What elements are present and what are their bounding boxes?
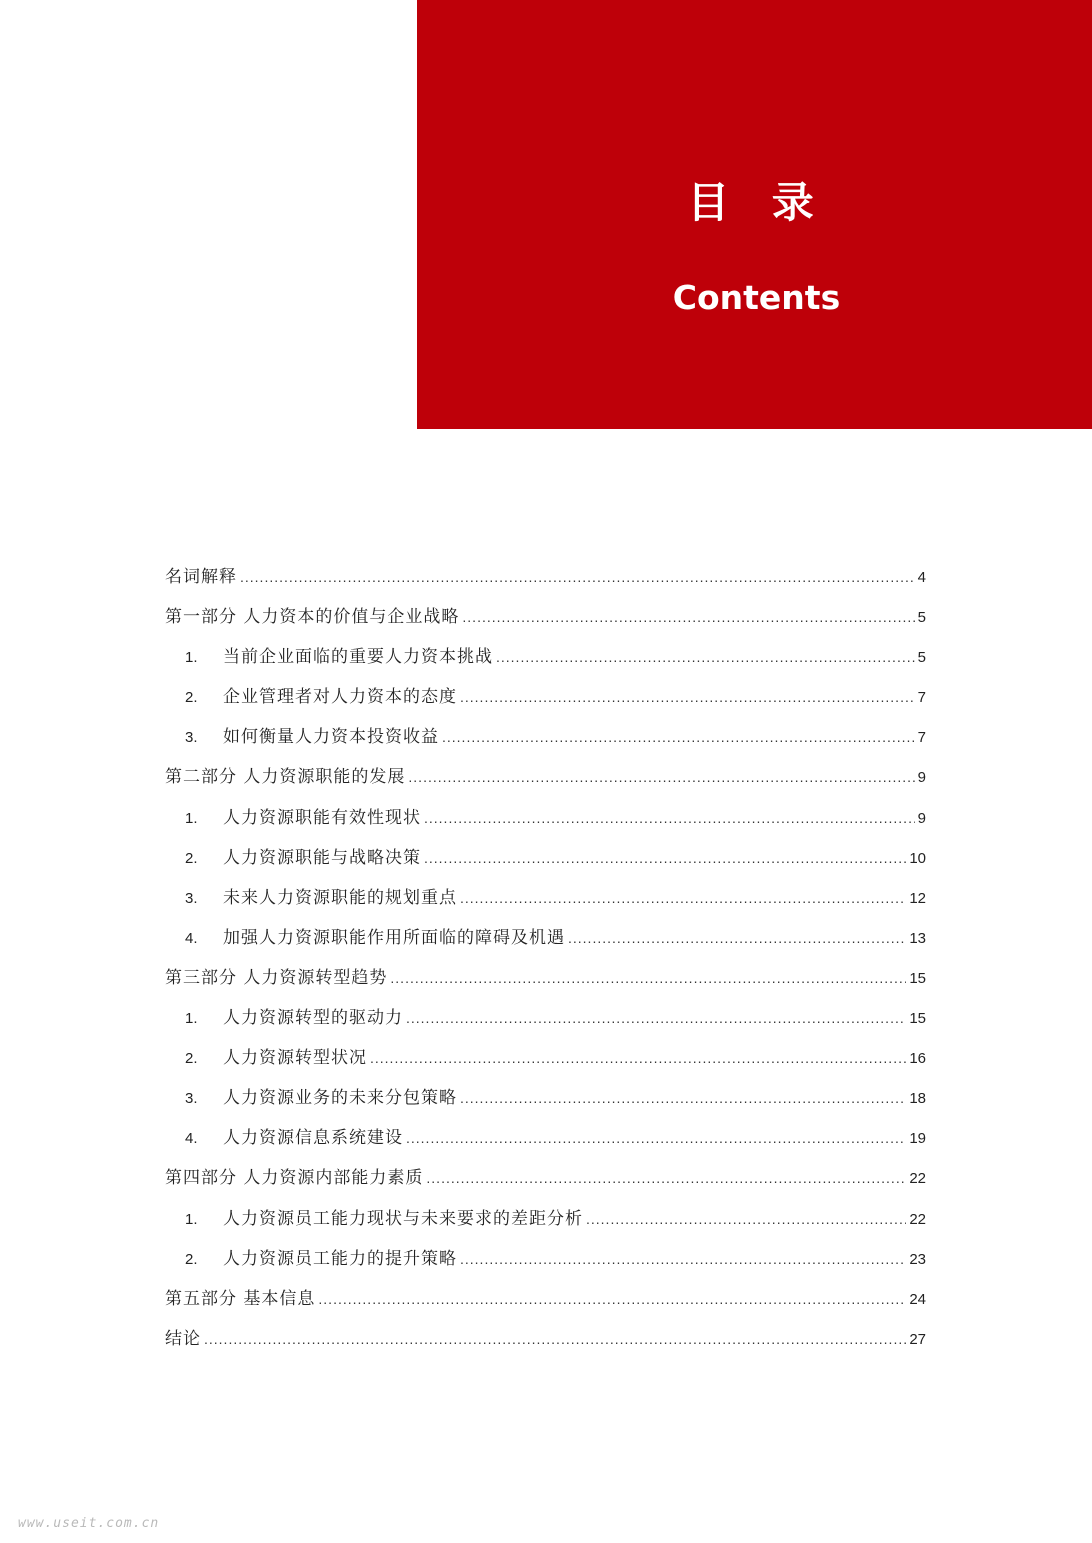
toc-entry-label: 如何衡量人力资本投资收益 [223, 727, 439, 748]
toc-dot-leader [460, 878, 906, 918]
toc-entry-page: 23 [909, 1250, 926, 1268]
toc-dot-leader [318, 1279, 906, 1319]
toc-entry-page: 13 [909, 929, 926, 947]
toc-entry-page: 9 [917, 769, 926, 787]
toc-entry-number: 1. [185, 809, 198, 827]
toc-dot-leader [462, 597, 914, 637]
toc-entry-label: 人力资源员工能力现状与未来要求的差距分析 [223, 1208, 583, 1229]
watermark-text: www.useit.com.cn [18, 1516, 160, 1531]
toc-entry-label: 第五部分 基本信息 [165, 1288, 316, 1309]
toc-entry[interactable] [165, 557, 926, 597]
toc-entry-number: 2. [185, 849, 198, 867]
toc-entry-label: 第二部分 人力资源职能的发展 [165, 767, 406, 788]
toc-entry[interactable] [165, 677, 926, 717]
toc-entry-number: 4. [185, 1130, 198, 1148]
toc-entry-page: 22 [909, 1170, 926, 1188]
toc-entry[interactable] [165, 838, 926, 878]
page-subtitle: Contents [672, 278, 841, 317]
toc-dot-leader [586, 1199, 906, 1239]
toc-entry-label: 当前企业面临的重要人力资本挑战 [223, 647, 493, 668]
toc-entry-page: 7 [917, 729, 926, 747]
toc-dot-leader [442, 717, 915, 757]
toc-entry[interactable] [165, 1158, 926, 1198]
toc-entry-page: 5 [917, 609, 926, 627]
toc-entry[interactable] [165, 918, 926, 958]
toc-entry-page: 22 [909, 1210, 926, 1228]
toc-dot-leader [460, 1239, 906, 1279]
toc-entry-number: 2. [185, 689, 198, 707]
page-title: 目 录 [687, 178, 828, 227]
toc-entry-label: 人力资源转型状况 [223, 1048, 367, 1069]
toc-entry-label: 人力资源业务的未来分包策略 [223, 1088, 457, 1109]
toc-entry-label: 企业管理者对人力资本的态度 [223, 687, 457, 708]
toc-dot-leader [424, 838, 906, 878]
toc-dot-leader [240, 557, 915, 597]
toc-entry[interactable] [165, 798, 926, 838]
toc-dot-leader [426, 1158, 906, 1198]
toc-entry[interactable] [165, 1319, 926, 1359]
table-of-contents [165, 557, 926, 1359]
toc-entry-page: 4 [917, 569, 926, 586]
toc-entry[interactable] [165, 597, 926, 637]
toc-entry-page: 12 [909, 889, 926, 907]
toc-dot-leader [370, 1038, 906, 1078]
toc-dot-leader [460, 677, 915, 717]
toc-entry-page: 19 [909, 1130, 926, 1148]
toc-entry[interactable] [165, 1038, 926, 1078]
toc-dot-leader [204, 1319, 906, 1359]
toc-entry-page: 18 [909, 1090, 926, 1108]
toc-entry-label: 名词解释 [165, 567, 237, 587]
toc-entry-page: 5 [917, 649, 926, 667]
toc-dot-leader [390, 958, 906, 998]
toc-entry-label: 未来人力资源职能的规划重点 [223, 887, 457, 908]
toc-entry-page: 7 [917, 689, 926, 707]
toc-entry-label: 加强人力资源职能作用所面临的障碍及机遇 [223, 927, 565, 948]
toc-entry-label: 人力资源信息系统建设 [223, 1128, 403, 1149]
toc-dot-leader [496, 637, 915, 677]
toc-entry-number: 3. [185, 889, 198, 907]
toc-entry[interactable] [165, 637, 926, 677]
toc-entry[interactable] [165, 998, 926, 1038]
header-banner [417, 0, 1092, 429]
toc-entry-page: 15 [909, 969, 926, 987]
toc-entry-label: 结论 [165, 1328, 201, 1349]
toc-entry-page: 24 [909, 1290, 926, 1308]
toc-entry[interactable] [165, 1239, 926, 1279]
toc-entry[interactable] [165, 757, 926, 797]
toc-entry-page: 16 [909, 1050, 926, 1068]
toc-entry[interactable] [165, 958, 926, 998]
toc-entry-number: 2. [185, 1050, 198, 1068]
toc-entry-number: 3. [185, 1090, 198, 1108]
toc-dot-leader [408, 757, 914, 797]
toc-entry-label: 第一部分 人力资本的价值与企业战略 [165, 607, 460, 628]
toc-entry-number: 1. [185, 1210, 198, 1228]
toc-entry-page: 15 [909, 1010, 926, 1028]
toc-entry-page: 10 [909, 849, 926, 867]
toc-entry-label: 人力资源职能与战略决策 [223, 847, 421, 868]
toc-dot-leader [406, 998, 906, 1038]
toc-entry-label: 人力资源员工能力的提升策略 [223, 1248, 457, 1269]
toc-entry-number: 3. [185, 729, 198, 747]
toc-entry[interactable] [165, 717, 926, 757]
toc-entry-label: 人力资源转型的驱动力 [223, 1008, 403, 1029]
toc-entry-page: 9 [917, 809, 926, 827]
toc-entry-label: 第三部分 人力资源转型趋势 [165, 967, 388, 988]
toc-entry-number: 1. [185, 1010, 198, 1028]
toc-entry-page: 27 [909, 1330, 926, 1348]
toc-entry[interactable] [165, 1199, 926, 1239]
toc-entry[interactable] [165, 878, 926, 918]
toc-entry-number: 1. [185, 649, 198, 667]
toc-entry-number: 4. [185, 929, 198, 947]
toc-entry[interactable] [165, 1118, 926, 1158]
toc-entry[interactable] [165, 1078, 926, 1118]
toc-dot-leader [460, 1078, 906, 1118]
toc-entry[interactable] [165, 1279, 926, 1319]
toc-dot-leader [406, 1118, 906, 1158]
toc-dot-leader [568, 918, 906, 958]
toc-entry-number: 2. [185, 1250, 198, 1268]
toc-entry-label: 人力资源职能有效性现状 [223, 807, 421, 828]
toc-dot-leader [424, 798, 915, 838]
toc-entry-label: 第四部分 人力资源内部能力素质 [165, 1168, 424, 1189]
